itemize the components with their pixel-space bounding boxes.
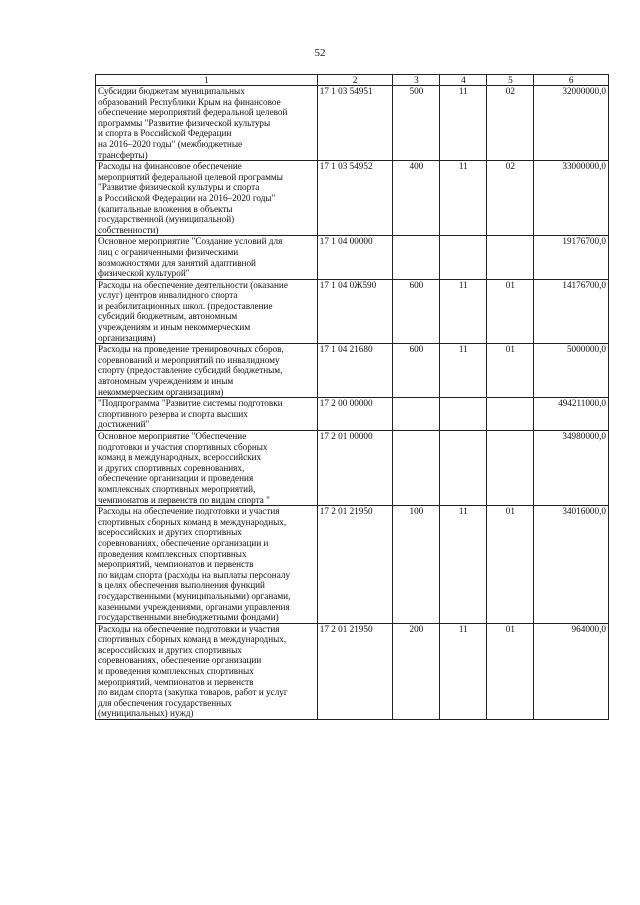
- row-amount: 5000000,0: [534, 344, 609, 398]
- row-subsection: [487, 431, 534, 506]
- row-code: 17 1 03 54951: [317, 86, 393, 161]
- row-amount: 34016000,0: [534, 506, 609, 624]
- row-group: 200: [393, 623, 440, 719]
- row-section: [440, 398, 487, 431]
- row-subsection: [487, 236, 534, 279]
- page-number: 52: [314, 47, 326, 59]
- row-amount: 14176700,0: [534, 279, 609, 344]
- row-code: 17 2 01 21950: [317, 506, 393, 624]
- row-section: 11: [440, 279, 487, 344]
- row-section: 11: [440, 623, 487, 719]
- budget-table: [95, 74, 609, 720]
- table-row: [96, 279, 609, 344]
- table-row: [96, 431, 609, 506]
- row-name: Субсидии бюджетам муниципальных образований Республики Крым на финансовое обеспечение мероприятий федеральной целевой программы "Развитие физической культуры и спорта в Российской Федерации на 2016–2020 годы" (межбюджетные трансферты): [96, 86, 318, 161]
- row-subsection: 01: [487, 506, 534, 624]
- row-amount: 494211000,0: [534, 398, 609, 431]
- row-amount: 34980000,0: [534, 431, 609, 506]
- header-col-3: 3: [393, 75, 440, 86]
- row-code: 17 2 01 00000: [317, 431, 393, 506]
- row-subsection: 01: [487, 623, 534, 719]
- row-amount: 964000,0: [534, 623, 609, 719]
- row-name: Расходы на обеспечение подготовки и участия спортивных сборных команд в международных, всероссийских и других спортивных соревнованиях, обеспечение организации и проведения комплексных спортивных мероприятий, чемпионатов и первенств по видам спорта (закупка товаров, работ и услуг для обеспечения государственных (муниципальных) нужд): [96, 623, 318, 719]
- row-subsection: [487, 398, 534, 431]
- row-code: 17 1 04 00000: [317, 236, 393, 279]
- row-amount: 32000000,0: [534, 86, 609, 161]
- row-code: 17 2 01 21950: [317, 623, 393, 719]
- header-col-5: 5: [487, 75, 534, 86]
- row-section: 11: [440, 506, 487, 624]
- table-row: [96, 86, 609, 161]
- table-row: [96, 161, 609, 236]
- row-name: Основное мероприятие "Создание условий для лиц с ограниченными физическими возможностями для занятий адаптивной физической культурой": [96, 236, 318, 279]
- table-row: [96, 398, 609, 431]
- table-row: [96, 236, 609, 279]
- row-name: Расходы на проведение тренировочных сборов, соревнований и мероприятий по инвалидному спорту (предоставление субсидий бюджетным, автономным учреждениям и иным некоммерческим организациям): [96, 344, 318, 398]
- row-subsection: 02: [487, 86, 534, 161]
- row-code: 17 2 00 00000: [317, 398, 393, 431]
- table-header-row: [96, 75, 609, 86]
- row-subsection: 01: [487, 279, 534, 344]
- row-name: Расходы на финансовое обеспечение мероприятий федеральной целевой программы "Развитие физической культуры и спорта в Российской Федерации на 2016–2020 годы" (капитальные вложения в объекты государственной (муниципальной) собственности): [96, 161, 318, 236]
- row-amount: 19176700,0: [534, 236, 609, 279]
- row-subsection: 02: [487, 161, 534, 236]
- row-name: Основное мероприятие "Обеспечение подготовки и участия спортивных сборных команд в международных, всероссийских и других спортивных соревнованиях, обеспечение организации и проведения комплексных спортивных мероприятий, чемпионатов и первенств по видам спорта ": [96, 431, 318, 506]
- header-col-2: 2: [317, 75, 393, 86]
- row-name: Расходы на обеспечение деятельности (оказание услуг) центров инвалидного спорта и реабилитационных школ. (предоставление субсидий бюджетным, автономным учреждениям и иным некоммерческим организациям): [96, 279, 318, 344]
- row-section: 11: [440, 86, 487, 161]
- row-section: [440, 431, 487, 506]
- table-row: [96, 506, 609, 624]
- row-group: [393, 398, 440, 431]
- row-code: 17 1 04 21680: [317, 344, 393, 398]
- row-group: 100: [393, 506, 440, 624]
- row-group: 500: [393, 86, 440, 161]
- table-row: [96, 623, 609, 719]
- row-group: 600: [393, 279, 440, 344]
- header-col-4: 4: [440, 75, 487, 86]
- table-row: [96, 344, 609, 398]
- row-group: [393, 236, 440, 279]
- row-group: 600: [393, 344, 440, 398]
- row-section: 11: [440, 344, 487, 398]
- row-name: Расходы на обеспечение подготовки и участия спортивных сборных команд в международных, всероссийских и других спортивных соревнованиях, обеспечение организации и проведения комплексных спортивных мероприятий, чемпионатов и первенств по видам спорта (расходы на выплаты персоналу в целях обеспечения выполнения функций государственными (муниципальными) органами, казенными учреждениями, органами управления государственными внебюджетными фондами): [96, 506, 318, 624]
- row-subsection: 01: [487, 344, 534, 398]
- row-amount: 33000000,0: [534, 161, 609, 236]
- row-group: 400: [393, 161, 440, 236]
- row-code: 17 1 04 0Ж590: [317, 279, 393, 344]
- header-col-1: 1: [96, 75, 318, 86]
- row-section: 11: [440, 161, 487, 236]
- row-name: "Подпрограмма "Развитие системы подготовки спортивного резерва и спорта высших достижений": [96, 398, 318, 431]
- header-col-6: 6: [534, 75, 609, 86]
- row-section: [440, 236, 487, 279]
- row-group: [393, 431, 440, 506]
- row-code: 17 1 03 54952: [317, 161, 393, 236]
